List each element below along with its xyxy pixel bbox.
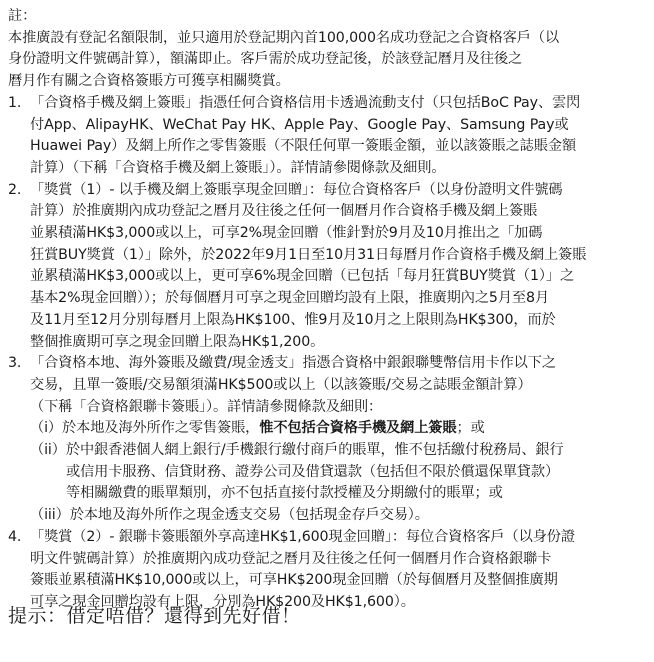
item-line: 狂賞BUY獎賞（1）」除外，於2022年9月1日至10月31日每曆月作合資格手機及網上簽賬 [30, 246, 587, 263]
sub-item-ii-cont: 等相關繳費的賬單類別，亦不包括直接付款授權及分期繳付的賬單；或 [66, 485, 503, 502]
item-line: 計算）於推廣期內成功登記之曆月及往後之任何一個曆月作合資格手機及網上簽賬 [30, 203, 538, 220]
note-line: 曆月作有關之合資格簽賬方可獲享相關獎賞。 [8, 73, 290, 90]
item-line: 並累積滿HK$3,000或以上，更可享6%現金回贈（已包括「每月狂賞BUY獎賞（1）」之 [30, 268, 575, 285]
item-line: （下稱「合資格銀聯卡簽賬」）。詳情請參閱條款及細則： [30, 398, 383, 415]
term-item-4 [8, 527, 648, 614]
sub-item-ii: （ii）於中銀香港個人網上銀行/手機銀行繳付商戶的賬單，惟不包括繳付稅務局、銀行 [30, 442, 564, 459]
item-line: 基本2%現金回贈））；於每個曆月可享之現金回贈均設有上限，推廣期內之5月至8月 [30, 290, 550, 307]
item-number: 3. [8, 355, 22, 372]
bold-exclusion: 惟不包括合資格手機及網上簽賬 [259, 420, 457, 437]
term-item-1 [8, 93, 648, 180]
item-line: 並累積滿HK$3,000或以上，可享2%現金回贈（惟針對於9月及10月推出之「加碼 [30, 225, 543, 242]
item-line: 付App、AlipayHK、WeChat Pay HK、Apple Pay、Google Pay、Samsung Pay或 [30, 116, 569, 133]
note-heading: 註： [8, 8, 37, 24]
item-line: 簽賬並累積滿HK$10,000或以上，可享HK$200現金回贈（於每個曆月及整個推廣期 [30, 572, 558, 589]
item-number: 4. [8, 528, 22, 545]
sub-item-iii: （iii）於本地及海外所作之現金透支交易（包括現金存戶交易）。 [30, 507, 429, 524]
item-line: 整個推廣期可享之現金回贈上限為HK$1,200。 [30, 333, 325, 350]
terms-document [8, 6, 648, 614]
term-item-2 [8, 180, 648, 354]
note-line: 身份證明文件號碼計算），額滿即止。客戶需於成功登記後，於該登記曆月及往後之 [8, 51, 523, 68]
item-line: 可享之現金回贈均設有上限，分別為HK$200及HK$1,600）。 [30, 593, 415, 610]
item-line: 「獎賞（1）- 以手機及網上簽賬享現金回贈」：每位合資格客戶（以身份證明文件號碼 [30, 181, 563, 198]
item-line: 「合資格手機及網上簽賬」指憑任何合資格信用卡透過流動支付（只包括BoC Pay、雲閃 [30, 94, 581, 111]
item-line: 交易，且單一簽賬/交易額須滿HK$500或以上（以該簽賬/交易之誌賬金額計算） [30, 376, 532, 393]
term-item-3 [8, 353, 648, 527]
item-line: 明文件號碼計算）於推廣期內成功登記之曆月及往後之任何一個曆月作合資格銀聯卡 [30, 550, 552, 567]
item-line: 及11月至12月分別每曆月上限為HK$100、惟9月及10月之上限則為HK$300，而於 [30, 311, 556, 328]
sub-item-ii-cont: 或信用卡服務、信貸財務、證券公司及借貸還款（包括但不限於償還保單貸款） [66, 463, 560, 480]
note-line: 本推廣設有登記名額限制，並只適用於登記期內首100,000名成功登記之合資格客戶（以 [8, 29, 560, 46]
item-number: 1. [8, 94, 22, 111]
item-line: 「合資格本地、海外簽賬及繳費/現金透支」指憑合資格中銀銀聯雙幣信用卡作以下之 [30, 355, 556, 372]
item-line: 計算）（下稱「合資格手機及網上簽賬」）。詳情請參閱條款及細則。 [30, 159, 446, 176]
item-line: 「獎賞（2）- 銀聯卡簽賬額外享高達HK$1,600現金回贈」：每位合資格客戶（以身份證 [30, 528, 575, 545]
borrowing-reminder: 提示：借定唔借？還得到先好借！ [8, 605, 301, 627]
item-number: 2. [8, 181, 22, 198]
sub-item-i: （i）於本地及海外所作之零售簽賬，惟不包括合資格手機及網上簽賬；或 [30, 420, 485, 437]
item-line: Huawei Pay）及網上所作之零售簽賬（不限任何單一簽賬金額，並以該簽賬之誌賬金額 [30, 138, 577, 155]
note-paragraph [8, 28, 648, 93]
